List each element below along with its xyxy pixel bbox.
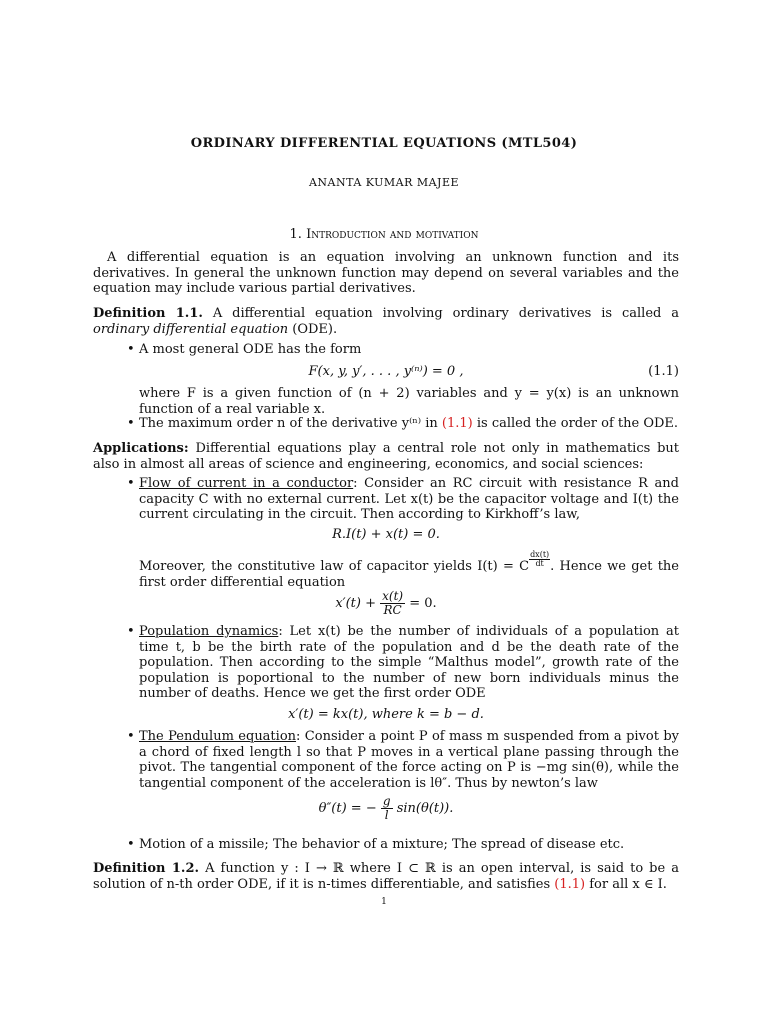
pendulum-text: : Consider a point P of mass m suspended from a pivot by a chord of fixed length l so that P moves in a vertical plane passing through the pivot. The tangential component of the force acting on P is −mg sin(θ), while the tangential component of the acceleration is lθ″. Thus by newton’s law bbox=[139, 729, 679, 791]
population-heading: Population dynamics bbox=[139, 624, 279, 639]
definition-text-end: for all x ∈ I. bbox=[589, 876, 667, 892]
equation-1-1: F(x, y, y′, . . . , y⁽ⁿ⁾) = 0 , bbox=[308, 364, 464, 379]
equation-ref-link[interactable]: (1.1) bbox=[554, 876, 586, 892]
bullet-marker: • bbox=[127, 729, 135, 744]
pendulum-rhs: sin(θ(t)). bbox=[396, 801, 454, 816]
bullet-marker: • bbox=[127, 342, 135, 357]
applications-paragraph bbox=[93, 441, 679, 472]
pendulum-fraction bbox=[381, 795, 393, 822]
bullet-marker: • bbox=[127, 624, 135, 639]
population-equation: x′(t) = kx(t), where k = b − d. bbox=[288, 707, 484, 722]
capacitor-law-text bbox=[139, 551, 679, 590]
pendulum-equation bbox=[93, 795, 679, 822]
bullet-marker: • bbox=[127, 476, 135, 491]
capacitor-law-text-b: . Hence we get the first order differential equation bbox=[139, 559, 680, 590]
definition-label: Definition 1.1. bbox=[93, 306, 203, 321]
definition-term: ordinary differential equation bbox=[93, 321, 289, 337]
pendulum-lhs: θ″(t) = − bbox=[318, 801, 377, 816]
section-number: 1. bbox=[289, 227, 302, 242]
capacitor-law-text-a: Moreover, the constitutive law of capacitor yields I(t) = C bbox=[139, 559, 530, 574]
bullet-population bbox=[139, 624, 679, 702]
fraction-denominator: RC bbox=[383, 603, 402, 617]
bullet-order-text: The maximum order n of the derivative y⁽ⁿ⁾ in bbox=[139, 416, 438, 431]
definition-1-1 bbox=[93, 306, 679, 337]
definition-text-end: (ODE). bbox=[292, 321, 338, 337]
equation-ref-link[interactable]: (1.1) bbox=[441, 416, 473, 431]
derivative-fraction bbox=[529, 551, 550, 568]
fraction-numerator: x(t) bbox=[382, 589, 404, 603]
fraction-numerator: dx(t) bbox=[530, 550, 550, 559]
rc-text: : Consider an RC circuit with resistance R and capacity C with no external current. Let x(t) be the capacitor voltage and I(t) the current circulating in the circuit. Then according to Kirkhoff’s law, bbox=[139, 476, 679, 522]
definition-text: A differential equation involving ordinary derivatives is called a bbox=[212, 306, 679, 321]
bullet-order-text-end: is called the order of the ODE. bbox=[476, 416, 679, 431]
fraction-numerator: g bbox=[382, 794, 391, 808]
bullet-rc-circuit bbox=[139, 476, 679, 523]
equation-where-text: where F is a given function of (n + 2) variables and y = y(x) is an unknown function of a real variable x. bbox=[139, 386, 679, 417]
rc-ode-lhs: x′(t) + bbox=[335, 596, 376, 611]
fraction-denominator: l bbox=[384, 808, 389, 822]
applications-label: Applications: bbox=[93, 441, 189, 456]
bullet-pendulum bbox=[139, 729, 679, 791]
definition-text: A function y : I → ℝ where I ⊂ ℝ is an open interval, is said to be a solution of n-th order ODE, if it is n-times differentiable, and satisfies bbox=[93, 861, 679, 892]
section-title: Introduction and motivation bbox=[306, 227, 479, 242]
kirchhoff-equation: R.I(t) + x(t) = 0. bbox=[332, 527, 440, 542]
intro-paragraph: A differential equation is an equation involving an unknown function and its derivatives. In general the unknown function may depend on several variables and the equation may include various partial derivatives. bbox=[93, 250, 679, 296]
bullet-general-ode: A most general ODE has the form bbox=[139, 342, 362, 357]
definition-1-2 bbox=[93, 861, 679, 892]
page-number: 1 bbox=[381, 897, 387, 907]
rc-ode-rhs: = 0. bbox=[409, 596, 437, 611]
bullet-order bbox=[139, 416, 679, 432]
rc-heading: Flow of current in a conductor bbox=[139, 476, 354, 491]
author-name: ANANTA KUMAR MAJEE bbox=[308, 176, 460, 189]
pendulum-heading: The Pendulum equation bbox=[139, 729, 297, 744]
rc-ode-equation bbox=[93, 590, 679, 617]
equation-number: (1.1) bbox=[648, 364, 679, 379]
bullet-marker: • bbox=[127, 837, 135, 852]
applications-text: Differential equations play a central role not only in mathematics but also in almost all areas of science and engineering, economics, and social sciences: bbox=[93, 441, 679, 472]
section-heading bbox=[0, 227, 768, 243]
fraction-denominator: dt bbox=[535, 559, 544, 568]
population-text: : Let x(t) be the number of individuals of a population at time t, b be the birth rate of the population and d be the death rate of the population. Then according to the simple “Malthus model”, growth rate of the population is poportional to the number of new born individuals minus the number of deaths. Hence we get the first order ODE bbox=[139, 624, 680, 701]
paper-title: ORDINARY DIFFERENTIAL EQUATIONS (MTL504) bbox=[190, 136, 578, 151]
bullet-others: Motion of a missile; The behavior of a mixture; The spread of disease etc. bbox=[139, 837, 625, 852]
definition-label: Definition 1.2. bbox=[93, 861, 200, 876]
bullet-marker: • bbox=[127, 416, 135, 431]
rc-ode-fraction bbox=[380, 590, 405, 617]
